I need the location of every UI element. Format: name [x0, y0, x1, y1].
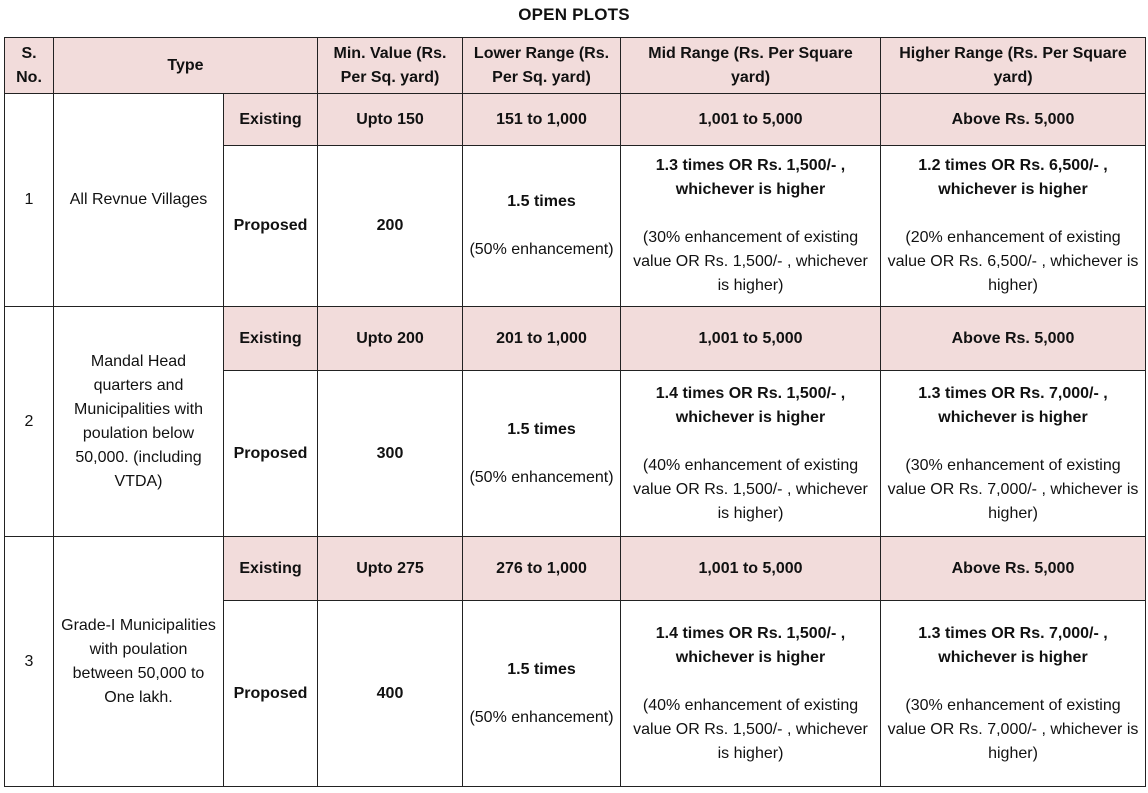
existing-higher-range: Above Rs. 5,000: [881, 537, 1146, 601]
existing-label: Existing: [224, 307, 318, 371]
header-lower-range: Lower Range (Rs. Per Sq. yard): [463, 38, 621, 94]
table-row: [5, 537, 1146, 601]
proposed-lower-value: 1.5 times: [507, 193, 576, 210]
proposed-higher-range: [881, 601, 1146, 787]
existing-lower-range: 276 to 1,000: [463, 537, 621, 601]
header-sno: S. No.: [5, 38, 54, 94]
proposed-higher-value: 1.3 times OR Rs. 7,000/- , whichever is higher: [918, 384, 1108, 426]
header-row: [5, 38, 1146, 94]
proposed-higher-note: (30% enhancement of existing value OR Rs. 7,000/- , whichever is higher): [887, 696, 1139, 762]
row-type: All Revnue Villages: [54, 94, 224, 307]
proposed-label: Proposed: [224, 146, 318, 307]
existing-lower-range: 201 to 1,000: [463, 307, 621, 371]
page-title: OPEN PLOTS: [518, 5, 630, 24]
proposed-mid-value: 1.3 times OR Rs. 1,500/- , whichever is higher: [655, 157, 846, 198]
header-min-value: Min. Value (Rs. Per Sq. yard): [318, 38, 463, 94]
proposed-mid-value: 1.4 times OR Rs. 1,500/- , whichever is higher: [655, 384, 846, 426]
proposed-mid-range: [621, 146, 881, 307]
proposed-higher-range: [881, 371, 1146, 537]
proposed-mid-note: (30% enhancement of existing value OR Rs. 1,500/- , whichever is higher): [633, 229, 868, 294]
existing-higher-range: Above Rs. 5,000: [881, 94, 1146, 146]
proposed-min-value: 300: [318, 371, 463, 537]
header-type: Type: [54, 38, 318, 94]
row-sno: 1: [5, 94, 54, 307]
existing-higher-range: Above Rs. 5,000: [881, 307, 1146, 371]
row-sno: 3: [5, 537, 54, 787]
proposed-higher-range: [881, 146, 1146, 307]
existing-mid-range: 1,001 to 5,000: [621, 94, 881, 146]
row-type: Grade-I Municipalities with poulation between 50,000 to One lakh.: [54, 537, 224, 787]
existing-mid-range: 1,001 to 5,000: [621, 537, 881, 601]
proposed-min-value: 200: [318, 146, 463, 307]
proposed-lower-note: (50% enhancement): [469, 468, 614, 486]
proposed-min-value: 400: [318, 601, 463, 787]
proposed-lower-range: [463, 371, 621, 537]
table-row: [5, 94, 1146, 146]
proposed-lower-range: [463, 601, 621, 787]
proposed-mid-range: [621, 371, 881, 537]
proposed-higher-note: (30% enhancement of existing value OR Rs. 7,000/- , whichever is higher): [887, 456, 1139, 522]
proposed-label: Proposed: [224, 601, 318, 787]
existing-min-value: Upto 150: [318, 94, 463, 146]
row-sno: 2: [5, 307, 54, 537]
table-row: [5, 307, 1146, 371]
proposed-mid-note: (40% enhancement of existing value OR Rs. 1,500/- , whichever is higher): [633, 696, 868, 762]
proposed-label: Proposed: [224, 371, 318, 537]
proposed-mid-range: [621, 601, 881, 787]
existing-min-value: Upto 200: [318, 307, 463, 371]
existing-lower-range: 151 to 1,000: [463, 94, 621, 146]
proposed-lower-note: (50% enhancement): [469, 708, 614, 726]
proposed-higher-value: 1.3 times OR Rs. 7,000/- , whichever is higher: [918, 624, 1108, 666]
header-mid-range: Mid Range (Rs. Per Square yard): [621, 38, 881, 94]
open-plots-table: [4, 37, 1146, 787]
proposed-lower-value: 1.5 times: [507, 660, 576, 678]
existing-label: Existing: [224, 94, 318, 146]
proposed-lower-range: [463, 146, 621, 307]
proposed-mid-value: 1.4 times OR Rs. 1,500/- , whichever is higher: [655, 624, 846, 666]
proposed-lower-value: 1.5 times: [507, 420, 576, 438]
existing-min-value: Upto 275: [318, 537, 463, 601]
row-type: Mandal Head quarters and Municipalities with poulation below 50,000. (including VTDA): [54, 307, 224, 537]
header-higher-range: Higher Range (Rs. Per Square yard): [881, 38, 1146, 94]
proposed-higher-value: 1.2 times OR Rs. 6,500/- , whichever is higher: [918, 157, 1108, 198]
proposed-mid-note: (40% enhancement of existing value OR Rs. 1,500/- , whichever is higher): [633, 456, 868, 522]
proposed-lower-note: (50% enhancement): [469, 241, 614, 258]
existing-mid-range: 1,001 to 5,000: [621, 307, 881, 371]
proposed-higher-note: (20% enhancement of existing value OR Rs. 6,500/- , whichever is higher): [887, 229, 1139, 294]
existing-label: Existing: [224, 537, 318, 601]
